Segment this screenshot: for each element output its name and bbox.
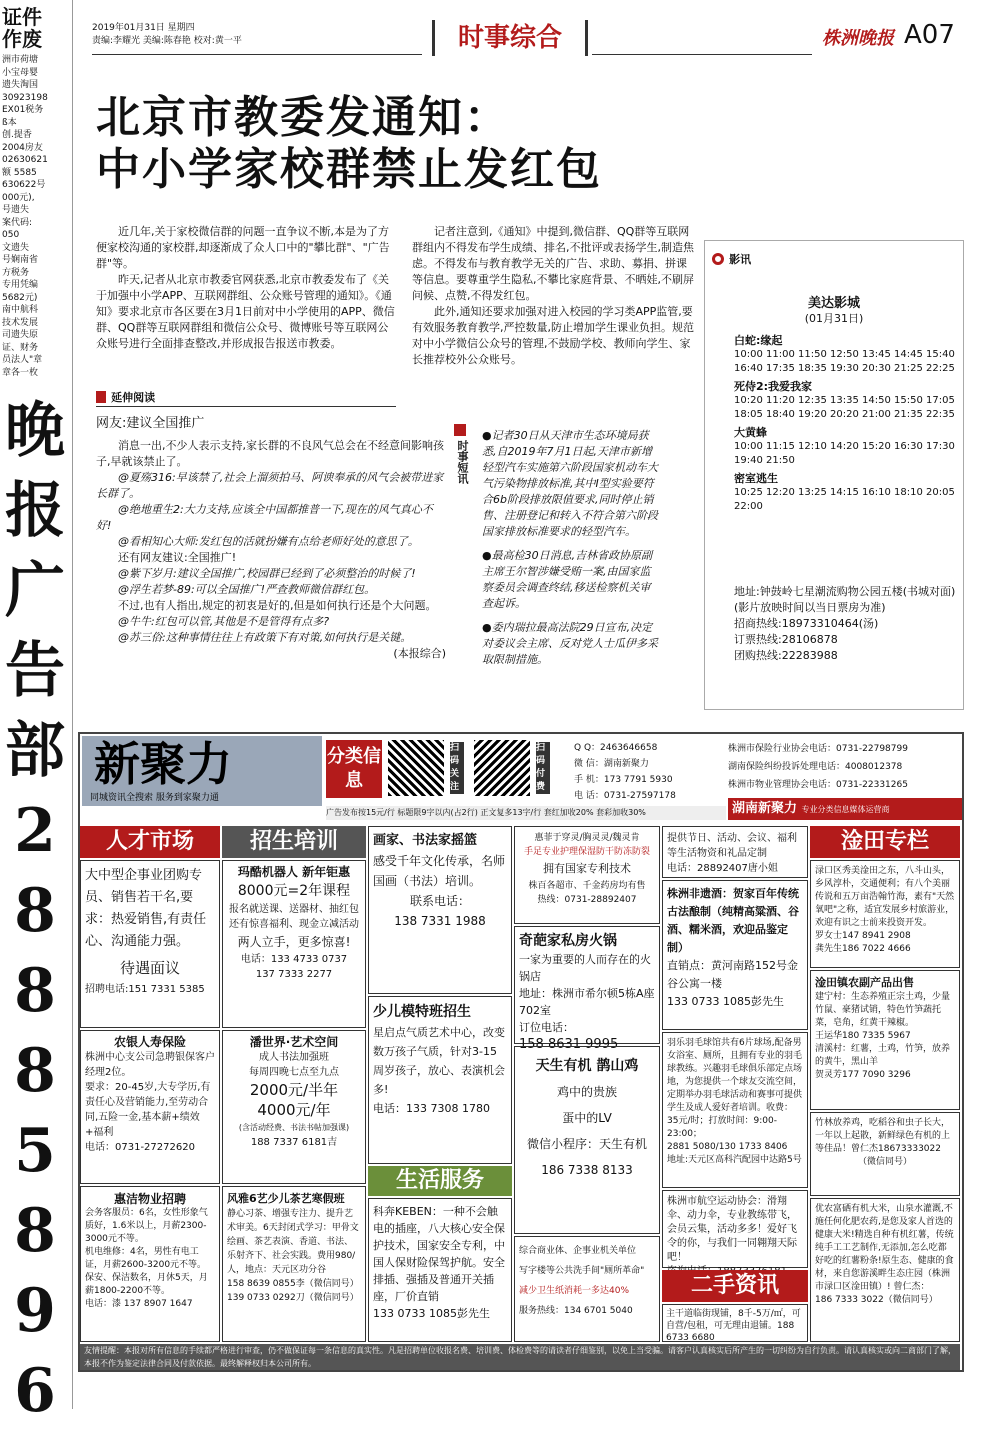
ad-text: 科奔KEBEN：一种不会触电的插座，八大核心安全保护技术，国家安全专利，中国人保财险保驾护航。安全排插、强插及普通开关插座，厂价直销 [373,1205,505,1303]
left-strip-ad-phone [0,391,70,1431]
ad-text: 手足专业护理保湿防干防冻防裂 [523,847,650,857]
life-header: 生活服务 [368,1166,512,1196]
ad-phone: 龚先生186 7022 4666 [815,944,911,954]
brief-item: ●委内瑞拉最高法院29日宣布,决定对委议会主席、反对党人士瓜伊多采取限制措施。 [482,621,658,666]
ad-talent-2[interactable] [80,1030,220,1184]
ad-title: 惠菲于穿灵/胸灵灵/魏灵肯 [534,833,640,843]
film-title: 密室逃生 [734,472,778,485]
ad-phone: 招聘电话:151 7331 5385 [85,984,205,995]
classified-slogan: 同城资讯全搜索 服务到家聚力通 [90,793,219,803]
header-meta [92,22,242,48]
hunan-brand-bar [728,798,962,820]
ad-text: 一家为重要的人而存在的火锅店 [519,953,651,983]
briefs-list [482,428,658,668]
ad-phone: 热线：0731-28892407 [537,895,637,905]
cinema-date: (01月31日) [804,312,864,325]
extended-para: 还有网友建议:全国推广! [118,551,237,564]
ad-phone: 电话：133 4733 0737 [240,954,348,965]
extended-title: 网友:建议全国推广 [96,416,205,431]
cinema-label [712,248,751,268]
notice-line: 小宝母婴 [2,67,39,78]
ad-phone: 133 0733 1085彭先生 [667,995,784,1008]
ad-phone: 服务热线：134 6701 5040 [519,1306,633,1316]
talent-header: 人才市场 [80,826,220,858]
ad-text: 联系电话： [409,894,470,908]
ad-title: 综合商业体、企事业机关单位 [519,1246,637,1256]
org-hotlines [728,740,962,794]
notice-line: 方税务 [2,267,30,278]
ad-phone: 罗女士147 8941 2908 [815,931,911,941]
ad-strip-char: 8 [14,956,56,1026]
ad-text: 直销点：黄河南路152号金谷公寓一楼 [667,959,798,990]
header-date: 2019年01月31日 星期四 [92,23,195,33]
org-hotline: 株洲市保险行业协会电话：0731-22798799 [728,744,908,754]
header-rule-left [92,54,422,55]
ad-text: 株洲非遗酒：贺家百年传统古法酿制（纯精高粱酒、谷酒、糯米酒，欢迎品鉴定制） [667,887,799,954]
ad-strip-char: 广 [5,556,65,626]
ad-text: 订位电话： [519,1021,574,1034]
article-para: 近几年,关于家校微信群的问题一直争议不断,本是为了方便家校沟通的家校群,却逐渐成了众人口中的"攀比群"、"广告群"等。 [96,225,390,270]
ad-text: 株洲中心支公司急聘银保客户经理2位。 [85,1052,215,1078]
page-number: A07 [904,20,955,50]
ad-secondhand[interactable] [662,1304,808,1342]
extended-paras [96,438,446,646]
cinema-header [704,292,964,327]
ad-text: 还有惊喜福利、现金立减活动 [229,919,359,930]
extended-para: @看相知心大师:发红包的活就扮嫌有点给老师好处的意思了。 [118,535,419,548]
ad-text: (含活动经费、书法书帖加强课) [238,1123,350,1132]
arrow-icon [96,391,106,403]
ad-strip-char: 8 [14,876,56,946]
ad-train-3[interactable] [222,1186,366,1342]
notice-line: 2004房友 [2,142,43,153]
ad-text: 感受千年文化传承，名师国画（书法）培训。 [373,854,506,888]
classified-brand-box [82,736,322,806]
ad-phone: 158 8639 0855李（微信同号） [227,1279,359,1289]
ad-strip-char: 晚 [5,396,65,466]
secondhand-header: 二手资讯 [662,1270,808,1302]
ad-special-3[interactable] [810,1112,960,1196]
extended-reading [96,414,446,662]
newspaper-logo: 株洲晚报 [822,28,894,49]
ad-phone: 158 8631 9995 [519,1037,619,1052]
ad-text: 大中型企事业团购专员、销售若干名,要求：热爱销售,有责任心、沟通能力强。 [85,868,207,949]
ad-life-1[interactable] [368,1198,512,1342]
ad-phone: 186 7333 3022（微信同号） [815,1295,938,1305]
extended-rule [96,406,396,407]
brief-item: ●最高检30日消息,吉林省政协原副主席王尔智涉嫌受贿一案,由国家监察委员会调查终结,移送检察机关审查起诉。 [482,549,653,610]
film-times: 10:00 11:15 12:10 14:20 15:20 16:30 17:30 19:40 21:50 [734,441,955,466]
left-strip-heading-1: 证件 [2,5,42,29]
left-margin-strip [0,0,70,1426]
ad-title: 惠洁物业招聘 [113,1192,186,1206]
ad-toilet[interactable] [514,1236,660,1342]
notice-line: 司遗失原 [2,330,39,340]
ad-title: 画家、书法家摇篮 [373,833,478,848]
article-column-1 [96,224,396,352]
ad-title: 天生有机 鹊山鸡 [535,1058,639,1074]
circle-icon [712,253,724,265]
ad-phone: 电话：28892407唐小姐 [667,863,778,874]
ad-title: 玛酷机器人 新年钜惠 [237,865,351,879]
ad-text: 微信小程序：天生有机 [526,1137,647,1151]
extended-para: @浮生若梦-89:可以全国推广!严查教师微信群红包。 [118,583,376,596]
ad-strip-char: 6 [14,1356,56,1426]
ad-strip-char: 8 [14,1196,56,1266]
cinema-label-text: 影讯 [729,253,752,266]
notice-line: 号遗失 [2,205,30,215]
ad-text: 报名就送课、送器材、抽红包 [229,904,359,915]
extended-para: @夏殇316:早该禁了,社会上溜须拍马、阿谀奉承的风气会被带进家长群了。 [96,471,444,500]
brief-item: ●记者30日从天津市生态环境局获悉,自2019年7月1日起,天津市新增轻型汽车实施第六阶段国家机动车大气污染物排放标准,其中I型实验要符合6b阶段排放限值要求,同时停止销售、注册登记和转入不符合第六阶段国家排放标准要求的轻型汽车。 [482,429,658,538]
ad-phone: 188 7337 6181吉 [250,1137,338,1148]
notice-line: 案代码: [2,217,33,228]
arrow-icon [454,424,466,436]
ad-strip-char: 9 [14,1276,56,1346]
ad-phone: 138 7331 1988 [394,914,486,928]
ad-text: 保安、保洁数名，月休5天，月薪1800-2200不等。 [85,1273,208,1296]
extended-source: (本报综合) [393,647,446,660]
left-strip-heading-2: 作废 [2,27,42,51]
notice-line: 额 5585 [2,167,37,178]
contact-mobile: 手 机：173 7791 5930 [574,775,673,785]
film-times: 10:20 11:20 12:35 13:35 14:50 15:50 17:05 18:05 18:40 19:20 20:20 21:00 21:35 22:35 [734,395,955,420]
notice-line: 创.提香 [2,130,32,140]
ad-price: 4000元/年 [257,1101,331,1119]
ad-text: 每周四晚七点至九点 [249,1067,339,1078]
ad-text: 减少卫生纸消耗一多达40% [519,1286,630,1296]
notice-line: 技术发展 [2,317,39,328]
film-title: 死侍2:我爱我家 [734,380,813,393]
extended-label-text: 延伸阅读 [111,391,156,404]
ad-text: 蛋中的LV [562,1111,612,1125]
header-rule-right [592,54,812,55]
ad-title: 农银人寿保险 [113,1035,186,1049]
contact-qq: Q Q：2463646658 [574,743,658,753]
notice-line: 证、财务 [2,342,39,353]
article-para: 昨天,记者从北京市教委官网获悉,北京市教委发布了《关于加强中小学APP、互联网群组、公众账号管理的通知》。《通知》要求北京市各区要在3月1日前对中小学使用的APP、微信群、QQ群等互联网群组和微信公众号、微博账号等互联网公众账号进行全面排查整改,并形成报告报送市教委。 [96,273,395,350]
article-column-2 [412,224,696,368]
notice-line: 员法人"章 [2,355,43,365]
section-title-text: 时事综合 [457,23,562,53]
ad-text: 写字楼等公共洗手间"厕所革命" [519,1266,645,1276]
film-times: 10:00 11:00 11:50 12:50 13:45 14:45 15:40 16:40 17:35 18:35 19:30 20:30 21:25 22:25 [734,349,955,374]
extended-para: @紫下岁月:建议全国推广,校园群已经到了必须整治的时候了! [118,567,416,580]
cinema-contact [734,584,958,664]
ad-text: 待遇面议 [119,959,180,977]
ad-title: 奇葩家私房火锅 [519,933,617,949]
org-hotline: 湖南保险纠纷投诉处理电话：4008012378 [728,762,903,772]
headline-line-1: 北京市教委发通知： [96,92,510,143]
film-times: 10:25 12:20 13:25 14:15 16:10 18:10 20:05 22:00 [734,487,955,512]
headline-line-2: 中小学家校群禁止发红包 [96,144,602,195]
qr-label-follow: 扫码关注 [450,742,464,794]
notice-line: 5682元) [2,292,38,303]
ad-text: 建宁村：生态养殖正宗土鸡，少量竹鼠、豪猪试销，特色竹笋蔬托菜，皂角，红黄干辣椒。 [815,992,951,1028]
cinema-name: 美达影城 [807,296,860,311]
ad-text: 拥有国家专利技术 [543,862,631,875]
ad-strip-char: 8 [14,1036,56,1106]
ad-liquor[interactable] [662,880,808,1030]
hotline-group: 团购热线:22283988 [734,649,838,662]
article-para: 此外,通知还要求加强对进入校园的学习类APP监管,要有效服务教育教学,严控数量,防止增加学生课业负担。规范对中小学微信公众号的管理,不鼓励学校、教师向学生、家长推荐校外公众账号。 [412,305,694,366]
ad-art[interactable] [368,826,512,994]
ad-text: 株洲市航空运动协会：滑翔伞、动力伞，专业教练带飞，会员云集，活动多多！爱好飞令的你，与我们一同翱翔天际吧！ [667,1196,797,1263]
ad-phone: 电话：133 7308 1780 [373,1102,490,1115]
ad-price: 2000元/半年 [249,1081,339,1099]
ad-bamboo[interactable] [514,826,660,924]
notice-line: 专用凭编 [2,280,39,290]
ad-text: 提供节日、活动、会议、福利等生活物资和礼品定制 [667,833,797,859]
ad-phone: 139 0733 0292刀（微信同号） [227,1293,359,1303]
ad-title: 潘世界·艺术空间 [249,1035,339,1049]
ad-phone: 186 7338 8133 [541,1163,633,1177]
ad-text: 地址：株洲市希尔顿5栋A座702室 [519,987,655,1017]
ad-text: 鸡中的贵族 [556,1085,617,1099]
ad-text: 会务客服员：6名，女性形象气质好，1.6米以上，月薪2300-3000元不等。 [85,1208,208,1244]
ad-text: 地址:天元区高科汽配园中达路5号 [667,1155,802,1165]
ad-strip-char: 告 [5,636,65,706]
classified-contacts [574,740,724,804]
ad-text: （微信同号） [857,1157,912,1167]
ad-text: 机电维修：4名，男性有电工证，月薪2600-3200元不等。 [85,1247,207,1270]
qr-code-icon[interactable] [474,740,530,796]
ad-phone: 133 0733 1085彭先生 [373,1307,490,1320]
classified-disclaimer: 友情提醒：本报对所有信息的手续都严格进行审查，仍不做保证每一条信息的真实性。凡是招聘单位收报名费、培训费、体检费等的请读者仔细鉴别，以免上当受骗。请客户认真核实后所产生的一切纠纷为自行负责。请认真核实或向二商部门了解，本报不作为鉴定法律合同及付款依据。最终解释权归本公司所有。 [80,1344,960,1370]
ad-title: 少儿模特班招生 [373,1004,471,1020]
ad-talent-3[interactable] [80,1186,220,1342]
notice-line: ß本 [2,117,17,128]
notice-line: 号娴南省 [2,255,39,265]
ad-text: 羽乐羽毛球馆共有6片球场,配备男女浴室、厕所，且拥有专业的羽毛球教练。兴趣羽毛球俱乐部定点场地，为您提供一个球友交流空间，定期举办羽毛球活动和赛事可提供学生及成人爱好者培训。收费：35元/时；打放时间：9:00-23:00； [667,1038,803,1139]
extended-reading-label [96,386,176,406]
classified-tag: 分类信息 [326,740,382,798]
notice-line: 02630621 [2,155,48,165]
ad-special-4[interactable] [810,1198,960,1342]
ad-text: 株百各超市、千金药房均有售 [528,881,646,891]
price-line: 广告发布按15元/行 标题限9字以内(占2行) 正文复多13字/行 套红加收20% 套彩加收30% [326,806,726,820]
ad-phone: 贺灵芳177 7090 3296 [815,1070,911,1080]
special-header: 淦田专栏 [810,826,960,858]
notice-line: 章各一枚 [2,367,39,378]
cinema-note: (影片放映时间以当日票房为准) [734,601,886,614]
contact-tel: 电 话：0731-27597178 [574,791,676,801]
ad-badminton[interactable] [662,1032,808,1188]
ad-text: 星启点气质艺术中心，改变数万孩子气质，针对3-15周岁孩子，放心、表演机会多! [373,1026,505,1096]
hotline-ticket: 订票热线:28106878 [734,633,838,646]
hunan-desc: 专业分类信息媒体运营商 [801,805,890,814]
ad-title: 风雅6艺少儿茶艺寒假班 [227,1192,345,1205]
notice-line: 30923198 [2,92,48,103]
ad-special-2[interactable] [810,970,960,1110]
ad-text: 成人书法加强班 [259,1052,329,1063]
ad-text: 优农富硒有机大米，山泉水灌溉,不施任何化肥农药,是您及家人首选的健康大米!精选自种有机红薯，传统纯手工工艺制作,无添加,怎么吃都好吃的红薯粉条!原生态、健康的食材，来自您游溪畔生态庄园（株洲市渌口区淦田镇）! 曾仁杰： [815,1204,954,1292]
ad-train-1[interactable] [222,860,366,1028]
ad-train-2[interactable] [222,1030,366,1184]
hunan-brand: 湖南新聚力 [732,801,798,816]
ad-text: 渌口区秀美淦田之东，八斗山头，乡风淳朴，交通便利；有八个美丽传说和五万亩浩翰竹海，素有"天然氧吧"之称，适宜发展乡村旅游业，欢迎有识之士前来投资开发。 [815,866,955,928]
ad-gift[interactable] [662,826,808,878]
ad-text: 清溪村：红薯，土鸡，竹笋，放养的黄牛，黑山羊 [815,1044,951,1067]
ad-text: 主干道临街现铺，8千-5万/㎡，可自营/包租，可无理由退铺。188 6733 6680 [666,1309,801,1343]
training-header: 招生培训 [222,826,366,858]
notice-line: 000元), [2,192,35,203]
ad-strip-char: 报 [5,476,65,546]
ad-special-1[interactable] [810,860,960,968]
ad-strip-char: 2 [14,796,56,866]
org-hotline: 株洲市物业管理协会电话：0731-22331265 [728,780,908,790]
ad-strip-char: 部 [5,716,65,786]
ad-phone: 137 7333 2277 [255,969,333,980]
notice-line: 洲市荷塘 [2,55,39,65]
ad-phone: 电话：0731-27272620 [85,1142,195,1153]
extended-para: @绝地重生2:大力支持,应该全中国都推普一下,现在的风气真心不好! [96,503,433,532]
main-headline [96,92,602,196]
ad-talent-1[interactable] [80,860,220,1028]
contact-wechat: 微 信：湖南新聚力 [574,759,649,769]
notice-line: EX01税务 [2,105,44,115]
extended-para: @苏三俗:这种事情往往上有政策下有对策,如何执行是关键。 [118,631,412,644]
briefs-label-text: 时事短讯 [456,440,469,484]
qr-code-icon[interactable] [388,740,444,796]
notice-line: 遗失淘国 [2,80,39,90]
film-title: 大黄蜂 [734,426,767,439]
briefs-label [454,424,470,484]
ad-strip-char: 5 [14,1116,56,1186]
ad-phone: 2881 5080/130 1733 8406 [667,1142,788,1152]
classified-brand: 新聚力 [94,737,232,791]
ad-text: 两人立手，更多惊喜! [237,935,351,949]
notice-line: 文遗失 [2,242,30,253]
section-title [432,20,588,56]
ad-phone: 王运华180 7335 5967 [815,1031,911,1041]
article-para: 记者注意到,《通知》中提到,微信群、QQ群等互联网群组内不得发布学生成绩、排名,不批评或表扬学生,制造焦虑。不得发布与教育教学无关的广告、求助、募捐、拼课等信息。要尊重学生隐私,不攀比家庭背景、不晒娃,不刷屏问候、点赞,不得发红包。 [412,225,694,302]
ad-text: 8000元=2年课程 [237,883,351,899]
ad-kids[interactable] [368,996,512,1164]
ad-text: 静心习茶、增强专注力、提升艺术审美。6天封闭式学习：甲骨文绘画、茶艺表演、香道、书法、乐射齐下、社会实践。费用980/人，地点：天元区功分谷 [227,1209,359,1275]
cinema-address: 地址:钟鼓岭七星潮流购物公园五楼(书城对面) [734,585,956,598]
ad-text: 竹林放养鸡，吃稻谷和虫子长大，一年以上起散，新鲜绿色有机的上等佳品！曾仁杰18673333022 [815,1118,951,1154]
left-strip-notices [0,54,70,379]
notice-line: 050 [2,230,20,240]
ad-aviation[interactable] [662,1190,808,1268]
header-editors: 责编:李耀光 美编:陈春艳 校对:黄一平 [92,36,242,46]
film-title: 白蛇:缘起 [734,334,783,347]
notice-line: 南中航科 [2,305,39,315]
ad-text: 要求：20-45岁,大专学历,有责任心及营销能力,至劳动合同,五险一金,基本薪+绩效+福利 [85,1082,211,1138]
notice-line: 630622号 [2,180,46,190]
film-schedule [734,334,956,518]
ad-hotpot[interactable] [514,926,660,1052]
ad-chicken[interactable] [514,1046,660,1234]
ad-title: 淦田镇农副产品出售 [815,976,914,989]
extended-para: 不过,也有人指出,规定的初衷是好的,但是如何执行还是个大问题。 [118,599,437,612]
extended-para: 消息一出,不少人表示支持,家长群的不良风气总会在不经意间影响孩子,早就该禁止了。 [96,439,444,468]
hotline-invest: 招商热线:18973310464(汤) [734,617,879,630]
extended-para: @牛牛:红包可以管,其他是不是管得有点多? [118,615,330,628]
qr-label-pay: 扫码付费 [536,742,550,794]
ad-phone: 电话：漆 137 8907 1647 [85,1299,193,1309]
left-divider [72,0,73,1409]
